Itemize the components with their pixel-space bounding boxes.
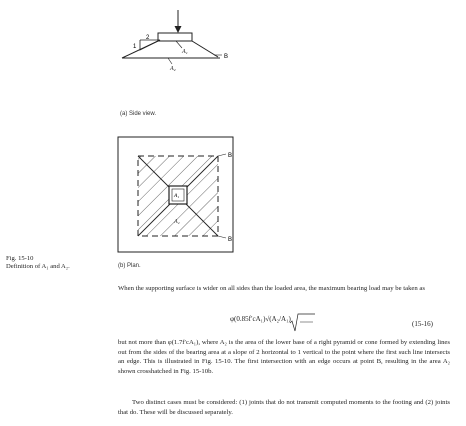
plan-b-top-label: B: [228, 153, 233, 159]
figure-number: Fig. 15-10: [6, 255, 34, 262]
side-view: [122, 10, 222, 64]
pyramid-right-edge: [192, 41, 218, 57]
paragraph-3: Two distinct cases must be considered: (1) joints that do not transmit computed moments to the footing and (2) joints that do. These will be discussed separately.: [118, 399, 450, 416]
slope-rise-label: 1: [133, 44, 137, 50]
equation-number: (15-16): [412, 320, 433, 328]
side-b-label: B: [224, 54, 229, 60]
equation-15-16: φ(0.85f′cA₁)√(A₂/A₁): [230, 315, 291, 323]
load-arrow-head: [175, 26, 182, 33]
figure-title: Definition of A₁ and A₂.: [6, 263, 70, 270]
plan-caption: (b) Plan.: [118, 263, 141, 269]
edge-b-bottom-leader: [218, 236, 226, 238]
slope-triangle: [140, 40, 160, 50]
figure-title-block: [6, 255, 70, 271]
equation-radical: [290, 314, 315, 331]
plan-b-bottom-label: B: [228, 237, 233, 243]
plan-a2-label: A₂: [174, 219, 180, 225]
plan-a1-label: A₁: [174, 193, 180, 199]
a1-leader: [176, 41, 182, 48]
a2-leader: [168, 58, 172, 64]
bearing-plate: [158, 33, 192, 41]
side-view-caption: (a) Side view.: [120, 111, 157, 117]
slope-run-label: 2: [146, 35, 150, 41]
paragraph-1: When the supporting surface is wider on all sides than the loaded area, the maximum bearing load may be taken as: [118, 285, 425, 292]
side-a2-label: A₂: [170, 66, 176, 72]
side-a1-label: A₁: [182, 49, 188, 55]
paragraph-2: but not more than φ(1.7f′cA₁), where A₂ is the area of the lower base of a right pyramid or cone formed by extending lines out from the sides of the bearing area at a slope of 2 horizontal to 1 vertical to the point where the first such line intersects an edge. This is illustrated in Fig. 15-10. The first intersection with an edge occurs at point B, resulting in the area A₂ shown crosshatched in Fig. 15-10b.: [118, 339, 450, 375]
edge-b-top-leader: [218, 154, 226, 156]
